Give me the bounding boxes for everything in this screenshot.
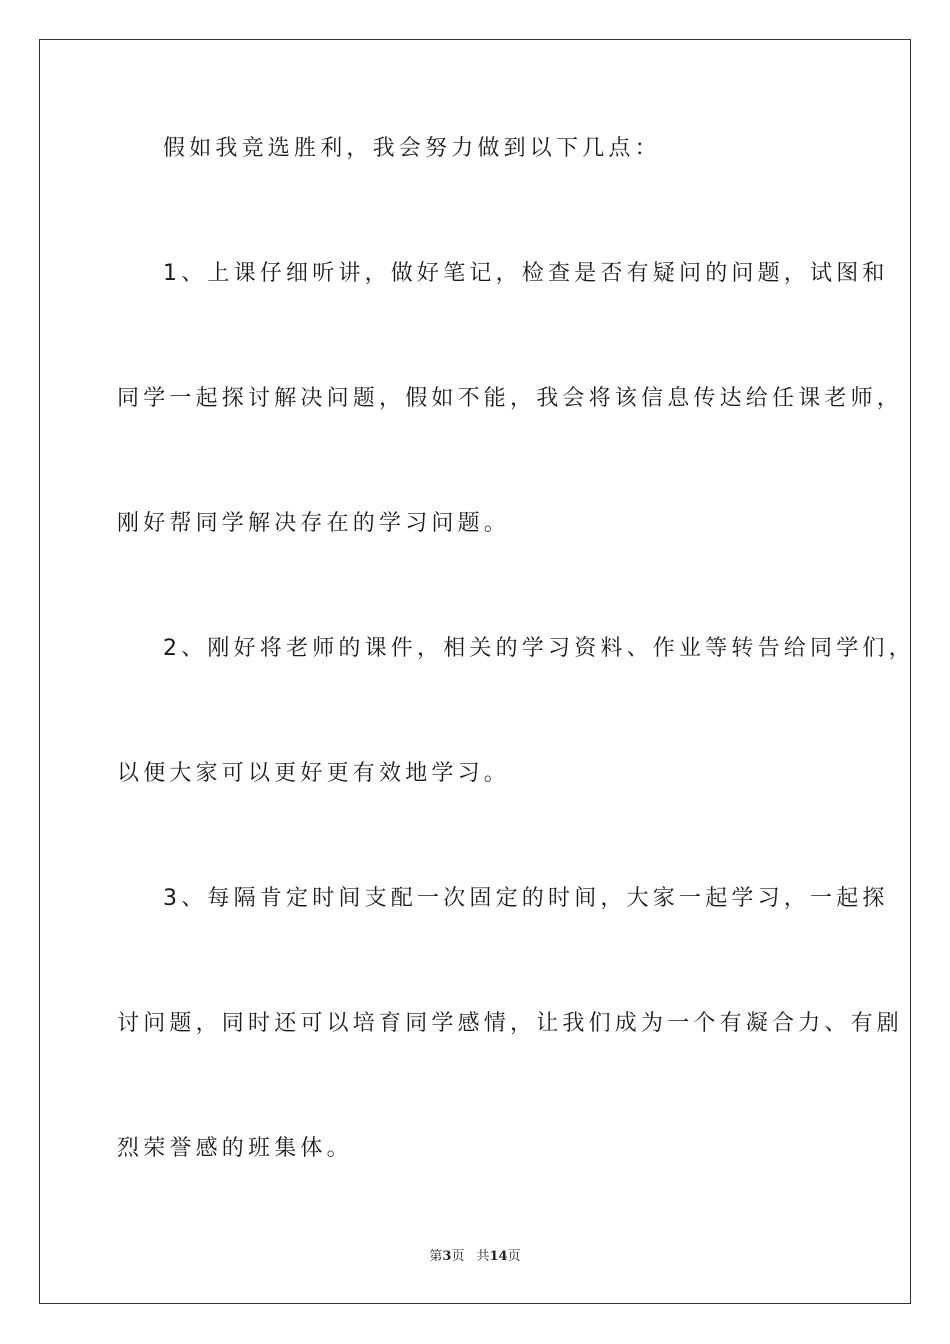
total-pages: 14 — [489, 1249, 508, 1264]
paragraph-point-1-line-1: 1、上课仔细听讲，做好笔记，检查是否有疑问的问题，试图和 — [163, 261, 889, 286]
total-suffix: 页 — [507, 1249, 521, 1264]
paragraph-point-1-line-2: 同学一起探讨解决问题，假如不能，我会将该信息传达给任课老师， — [117, 386, 904, 411]
paragraph-point-2-line-1: 2、刚好将老师的课件，相关的学习资料、作业等转告给同学们， — [163, 636, 915, 661]
paragraph-point-3-line-1: 3、每隔肯定时间支配一次固定的时间，大家一起学习，一起探 — [163, 886, 889, 911]
paragraph-point-3-line-3: 烈荣誉感的班集体。 — [117, 1136, 353, 1161]
page-number: 3 — [442, 1249, 452, 1264]
page-prefix: 第 — [429, 1249, 443, 1264]
page-footer — [0, 1247, 950, 1267]
paragraph-intro-line: 假如我竞选胜利，我会努力做到以下几点： — [163, 136, 661, 161]
total-prefix: 共 — [476, 1249, 490, 1264]
paragraph-point-3-line-2: 讨问题，同时还可以培育同学感情，让我们成为一个有凝合力、有剧 — [117, 1011, 904, 1036]
page-suffix: 页 — [451, 1249, 465, 1264]
page-border — [39, 39, 915, 1304]
paragraph-point-1-line-3: 刚好帮同学解决存在的学习问题。 — [117, 511, 511, 536]
paragraph-point-2-line-2: 以便大家可以更好更有效地学习。 — [117, 761, 511, 786]
